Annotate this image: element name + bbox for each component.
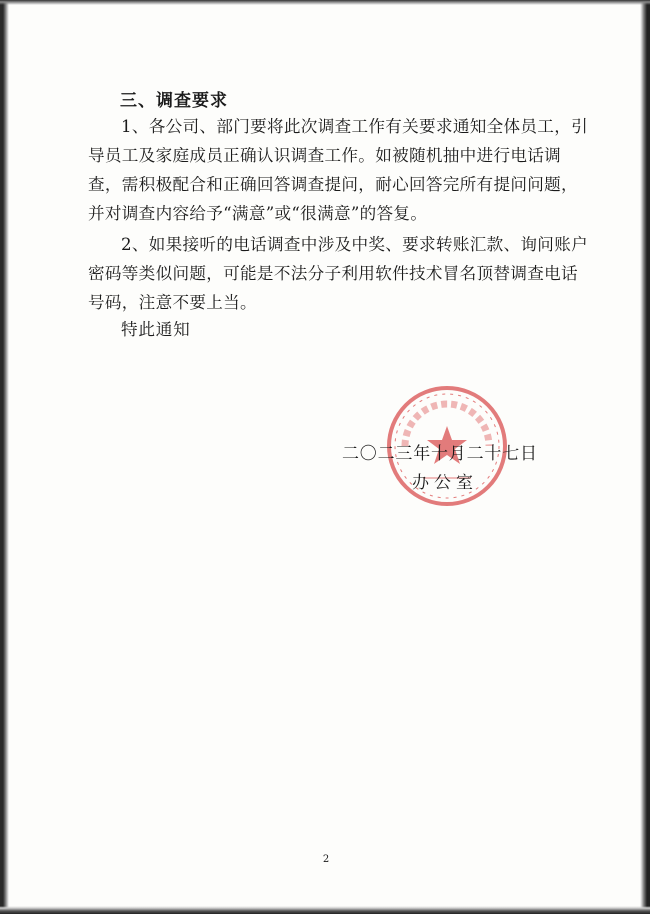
section-heading: 三、调查要求	[120, 91, 228, 111]
signature-date: 二〇二三年十月二十七日	[342, 444, 538, 464]
paragraph-1: 1、各公司、部门要将此次调查工作有关要求通知全体员工，引导员工及家庭成员正确认识调查工作。如被随机抽中进行电话调查，需积极配合和正确回答调查提问，耐心回答完所有提问问题，并对调查内容给予“满意”或“很满意”的答复。	[88, 117, 588, 223]
paragraph-2: 2、如果接听的电话调查中涉及中奖、要求转账汇款、询问账户密码等类似问题，可能是不法分子利用软件技术冒名顶替调查电话号码，注意不要上当。	[88, 235, 588, 312]
signature-office: 办公室	[412, 473, 478, 493]
closing-remark: 特此通知	[121, 320, 191, 339]
scan-edge-top	[0, 0, 650, 5]
page-number: 2	[322, 854, 330, 865]
scan-edge-bottom	[0, 906, 650, 914]
scan-edge-right	[640, 0, 650, 914]
scan-edge-left	[0, 0, 9, 914]
